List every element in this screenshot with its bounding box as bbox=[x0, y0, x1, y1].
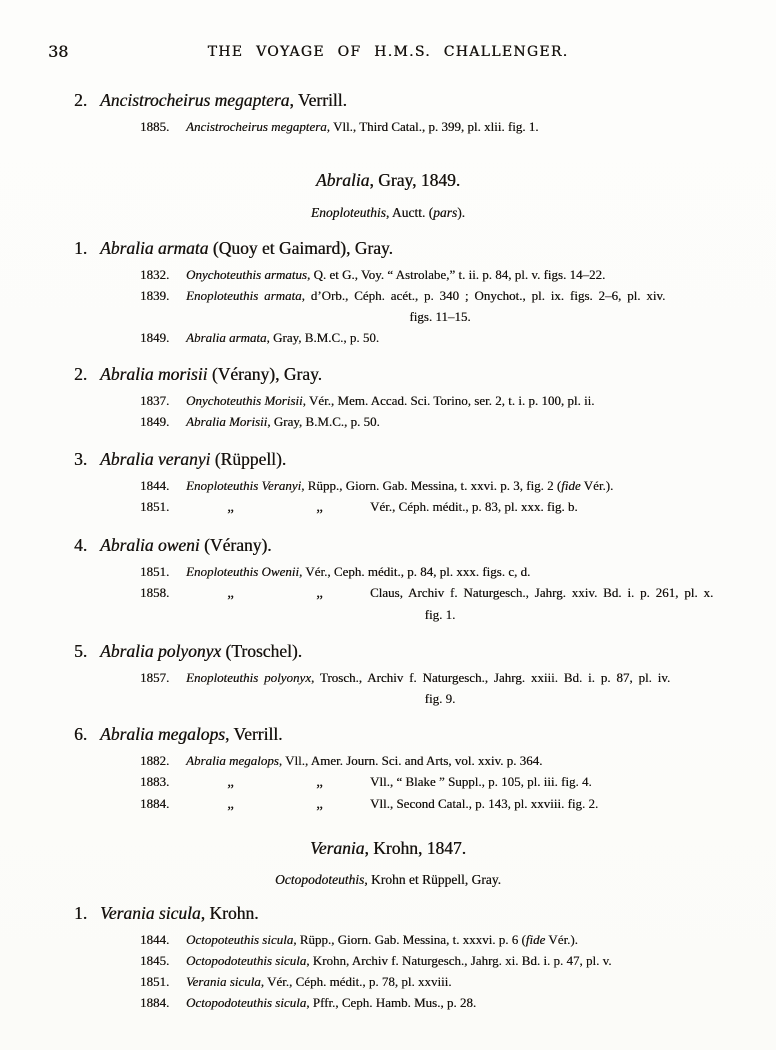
citation-text: Vér.). bbox=[545, 932, 578, 947]
citation-list bbox=[140, 929, 740, 1013]
synonym-text: , Krohn et Rüppell, Gray. bbox=[364, 872, 501, 887]
citation-list bbox=[140, 390, 740, 432]
citation-line bbox=[140, 929, 740, 950]
species-author: , Krohn. bbox=[200, 903, 259, 923]
citation-text: , Rüpp., Giorn. Gab. Messina, t. xxxvi. p. 6 ( bbox=[293, 932, 526, 947]
citation-text: , Trosch., Archiv f. Naturgesch., Jahrg. xxiii. Bd. i. p. 87, pl. iv. bbox=[311, 670, 671, 685]
citation-text: , Vll., Third Catal., p. 399, pl. xlii. fig. 1. bbox=[326, 119, 539, 134]
citation-year: 1844. bbox=[140, 932, 170, 947]
genus-heading-verania bbox=[0, 836, 776, 860]
citation-year: 1857. bbox=[140, 670, 170, 685]
citation-year: 1885. bbox=[140, 119, 170, 134]
citation-species: Ancistrocheirus megaptera bbox=[186, 119, 327, 134]
citation-line bbox=[140, 411, 740, 432]
citation-line bbox=[140, 992, 740, 1013]
species-author: (Vérany). bbox=[199, 535, 272, 555]
citation-species: Octopoteuthis sicula bbox=[186, 932, 294, 947]
species-author: (Vérany), Gray. bbox=[207, 364, 322, 384]
citation-species: Enoploteuthis Owenii bbox=[186, 564, 300, 579]
citation-continuation bbox=[140, 306, 740, 327]
citation-line bbox=[140, 327, 740, 348]
citation-text: , Vér., Ceph. médit., p. 84, pl. xxx. figs. c, d. bbox=[299, 564, 531, 579]
citation-year: 1851. bbox=[140, 499, 170, 514]
citation-line bbox=[140, 264, 740, 285]
synonym-name: Enoploteuthis bbox=[310, 205, 386, 220]
ditto-marks bbox=[186, 496, 364, 518]
citation-year: 1883. bbox=[140, 774, 170, 789]
citation-line bbox=[140, 771, 740, 793]
citation-text: , Gray, B.M.C., p. 50. bbox=[267, 414, 380, 429]
citation-line bbox=[140, 750, 740, 771]
synonym-name: Octopodoteuthis bbox=[275, 872, 365, 887]
ditto-mark: „ bbox=[227, 585, 234, 601]
citation-year: 1845. bbox=[140, 953, 170, 968]
species-heading-abralia-armata bbox=[74, 236, 776, 260]
ditto-mark: „ bbox=[316, 499, 323, 515]
citation-line bbox=[140, 582, 740, 604]
species-name: Abralia veranyi bbox=[100, 449, 211, 469]
citation-year: 1882. bbox=[140, 753, 170, 768]
citation-line bbox=[140, 793, 740, 815]
citation-line bbox=[140, 116, 740, 137]
species-number: 1. bbox=[74, 238, 88, 258]
citation-continuation bbox=[140, 688, 740, 709]
citation-year: 1832. bbox=[140, 267, 170, 282]
species-number: 5. bbox=[74, 641, 88, 661]
ditto-mark: „ bbox=[316, 774, 323, 790]
citation-list bbox=[140, 475, 740, 518]
citation-species: Octopodoteuthis sicula bbox=[186, 953, 307, 968]
citation-text: Vér., Céph. médit., p. 83, pl. xxx. fig. b. bbox=[370, 499, 578, 514]
synonym-text: , Auctt. ( bbox=[385, 205, 434, 220]
species-number: 6. bbox=[74, 724, 88, 744]
citation-text: fig. 9. bbox=[424, 691, 456, 706]
citation-text: fig. 1. bbox=[424, 607, 456, 622]
citation-year: 1851. bbox=[140, 564, 170, 579]
species-heading-abralia-oweni bbox=[74, 533, 776, 557]
citation-continuation bbox=[140, 604, 740, 625]
genus-synonym-verania bbox=[0, 871, 776, 889]
citation-text: , Krohn, Archiv f. Naturgesch., Jahrg. xi. Bd. i. p. 47, pl. v. bbox=[306, 953, 612, 968]
citation-line bbox=[140, 950, 740, 971]
citation-species: Abralia armata bbox=[186, 330, 267, 345]
species-heading-verania-sicula bbox=[74, 901, 776, 925]
species-name: Abralia oweni bbox=[100, 535, 200, 555]
ditto-mark: „ bbox=[316, 796, 323, 812]
genus-name: Verania bbox=[309, 838, 365, 858]
citation-list bbox=[140, 667, 740, 709]
running-title: THE VOYAGE OF H.M.S. CHALLENGER. bbox=[207, 44, 569, 60]
citation-year: 1849. bbox=[140, 330, 170, 345]
species-heading-ancistrocheirus-megaptera bbox=[74, 88, 776, 112]
citation-text: Vll., Second Catal., p. 143, pl. xxviii. fig. 2. bbox=[370, 796, 599, 811]
ditto-mark: „ bbox=[227, 774, 234, 790]
citation-line bbox=[140, 390, 740, 411]
genus-name: Abralia bbox=[315, 170, 370, 190]
species-heading-abralia-megalops bbox=[74, 722, 776, 746]
citation-species: Abralia megalops bbox=[186, 753, 279, 768]
citation-year: 1884. bbox=[140, 995, 170, 1010]
genus-author: , Gray, 1849. bbox=[369, 170, 461, 190]
citation-line bbox=[140, 475, 740, 496]
species-heading-abralia-morisii bbox=[74, 362, 776, 386]
citation-year: 1837. bbox=[140, 393, 170, 408]
ditto-mark: „ bbox=[227, 499, 234, 515]
citation-text: , Pffr., Ceph. Hamb. Mus., p. 28. bbox=[306, 995, 477, 1010]
citation-year: 1884. bbox=[140, 796, 170, 811]
citation-list bbox=[140, 561, 740, 625]
species-name: Ancistrocheirus megaptera bbox=[100, 90, 290, 110]
species-author: , Verrill. bbox=[289, 90, 347, 110]
species-heading-abralia-veranyi bbox=[74, 447, 776, 471]
citation-text: , Q. et G., Voy. “ Astrolabe,” t. ii. p. 84, pl. v. figs. 14–22. bbox=[306, 267, 606, 282]
citation-year: 1849. bbox=[140, 414, 170, 429]
citation-fide: fide bbox=[525, 932, 546, 947]
species-heading-abralia-polyonyx bbox=[74, 639, 776, 663]
citation-line bbox=[140, 285, 740, 306]
citation-text: figs. 11–15. bbox=[409, 309, 471, 324]
citation-text: , Vll., Amer. Journ. Sci. and Arts, vol. xxiv. p. 364. bbox=[278, 753, 543, 768]
genus-synonym-abralia bbox=[0, 204, 776, 222]
ditto-marks bbox=[186, 771, 364, 793]
page-number: 38 bbox=[48, 42, 69, 61]
ditto-mark: „ bbox=[316, 585, 323, 601]
citation-text: , d’Orb., Céph. acét., p. 340 ; Onychot., pl. ix. figs. 2–6, pl. xiv. bbox=[301, 288, 666, 303]
citation-text: Claus, Archiv f. Naturgesch., Jahrg. xxiv. Bd. i. p. 261, pl. x. bbox=[370, 585, 714, 600]
citation-text: , Gray, B.M.C., p. 50. bbox=[266, 330, 380, 345]
species-number: 2. bbox=[74, 90, 88, 110]
species-number: 4. bbox=[74, 535, 88, 555]
species-name: Abralia polyonyx bbox=[100, 641, 222, 661]
citation-list bbox=[140, 264, 740, 348]
citation-species: Enoploteuthis Veranyi bbox=[186, 478, 302, 493]
genus-heading-abralia bbox=[0, 168, 776, 192]
citation-text: Vér.). bbox=[580, 478, 614, 493]
species-author: (Quoy et Gaimard), Gray. bbox=[208, 238, 393, 258]
citation-year: 1851. bbox=[140, 974, 170, 989]
genus-author: , Krohn, 1847. bbox=[364, 838, 467, 858]
citation-text: , Vér., Céph. médit., p. 78, pl. xxviii. bbox=[260, 974, 452, 989]
citation-text: , Vér., Mem. Accad. Sci. Torino, ser. 2, t. i. p. 100, pl. ii. bbox=[302, 393, 595, 408]
species-author: (Troschel). bbox=[221, 641, 303, 661]
citation-species: Verania sicula bbox=[186, 974, 261, 989]
citation-list bbox=[140, 750, 740, 815]
citation-species: Octopodoteuthis sicula bbox=[186, 995, 307, 1010]
species-author: (Rüppell). bbox=[210, 449, 287, 469]
species-name: Abralia megalops bbox=[100, 724, 225, 744]
citation-year: 1844. bbox=[140, 478, 170, 493]
species-name: Abralia armata bbox=[100, 238, 209, 258]
species-number: 1. bbox=[74, 903, 88, 923]
citation-year: 1858. bbox=[140, 585, 170, 600]
citation-line bbox=[140, 496, 740, 518]
citation-text: Vll., “ Blake ” Suppl., p. 105, pl. iii. fig. 4. bbox=[370, 774, 592, 789]
citation-list bbox=[140, 116, 740, 137]
citation-fide: fide bbox=[561, 478, 581, 493]
citation-species: Enoploteuthis polyonyx bbox=[186, 670, 311, 685]
species-name: Abralia morisii bbox=[100, 364, 208, 384]
citation-line bbox=[140, 667, 740, 688]
citation-species: Onychoteuthis armatus bbox=[186, 267, 307, 282]
citation-line bbox=[140, 561, 740, 582]
synonym-pars: pars bbox=[433, 205, 458, 220]
species-author: , Verrill. bbox=[224, 724, 283, 744]
citation-line bbox=[140, 971, 740, 992]
citation-text: , Rüpp., Giorn. Gab. Messina, t. xxvi. p. 3, fig. 2 ( bbox=[301, 478, 562, 493]
species-number: 2. bbox=[74, 364, 88, 384]
running-header bbox=[0, 44, 776, 64]
citation-species: Abralia Morisii bbox=[186, 414, 268, 429]
ditto-marks bbox=[186, 582, 364, 604]
ditto-mark: „ bbox=[227, 796, 234, 812]
citation-year: 1839. bbox=[140, 288, 170, 303]
species-name: Verania sicula bbox=[100, 903, 201, 923]
synonym-end: ). bbox=[457, 205, 466, 220]
ditto-marks bbox=[186, 793, 364, 815]
species-number: 3. bbox=[74, 449, 88, 469]
citation-species: Onychoteuthis Morisii bbox=[186, 393, 303, 408]
citation-species: Enoploteuthis armata bbox=[186, 288, 302, 303]
